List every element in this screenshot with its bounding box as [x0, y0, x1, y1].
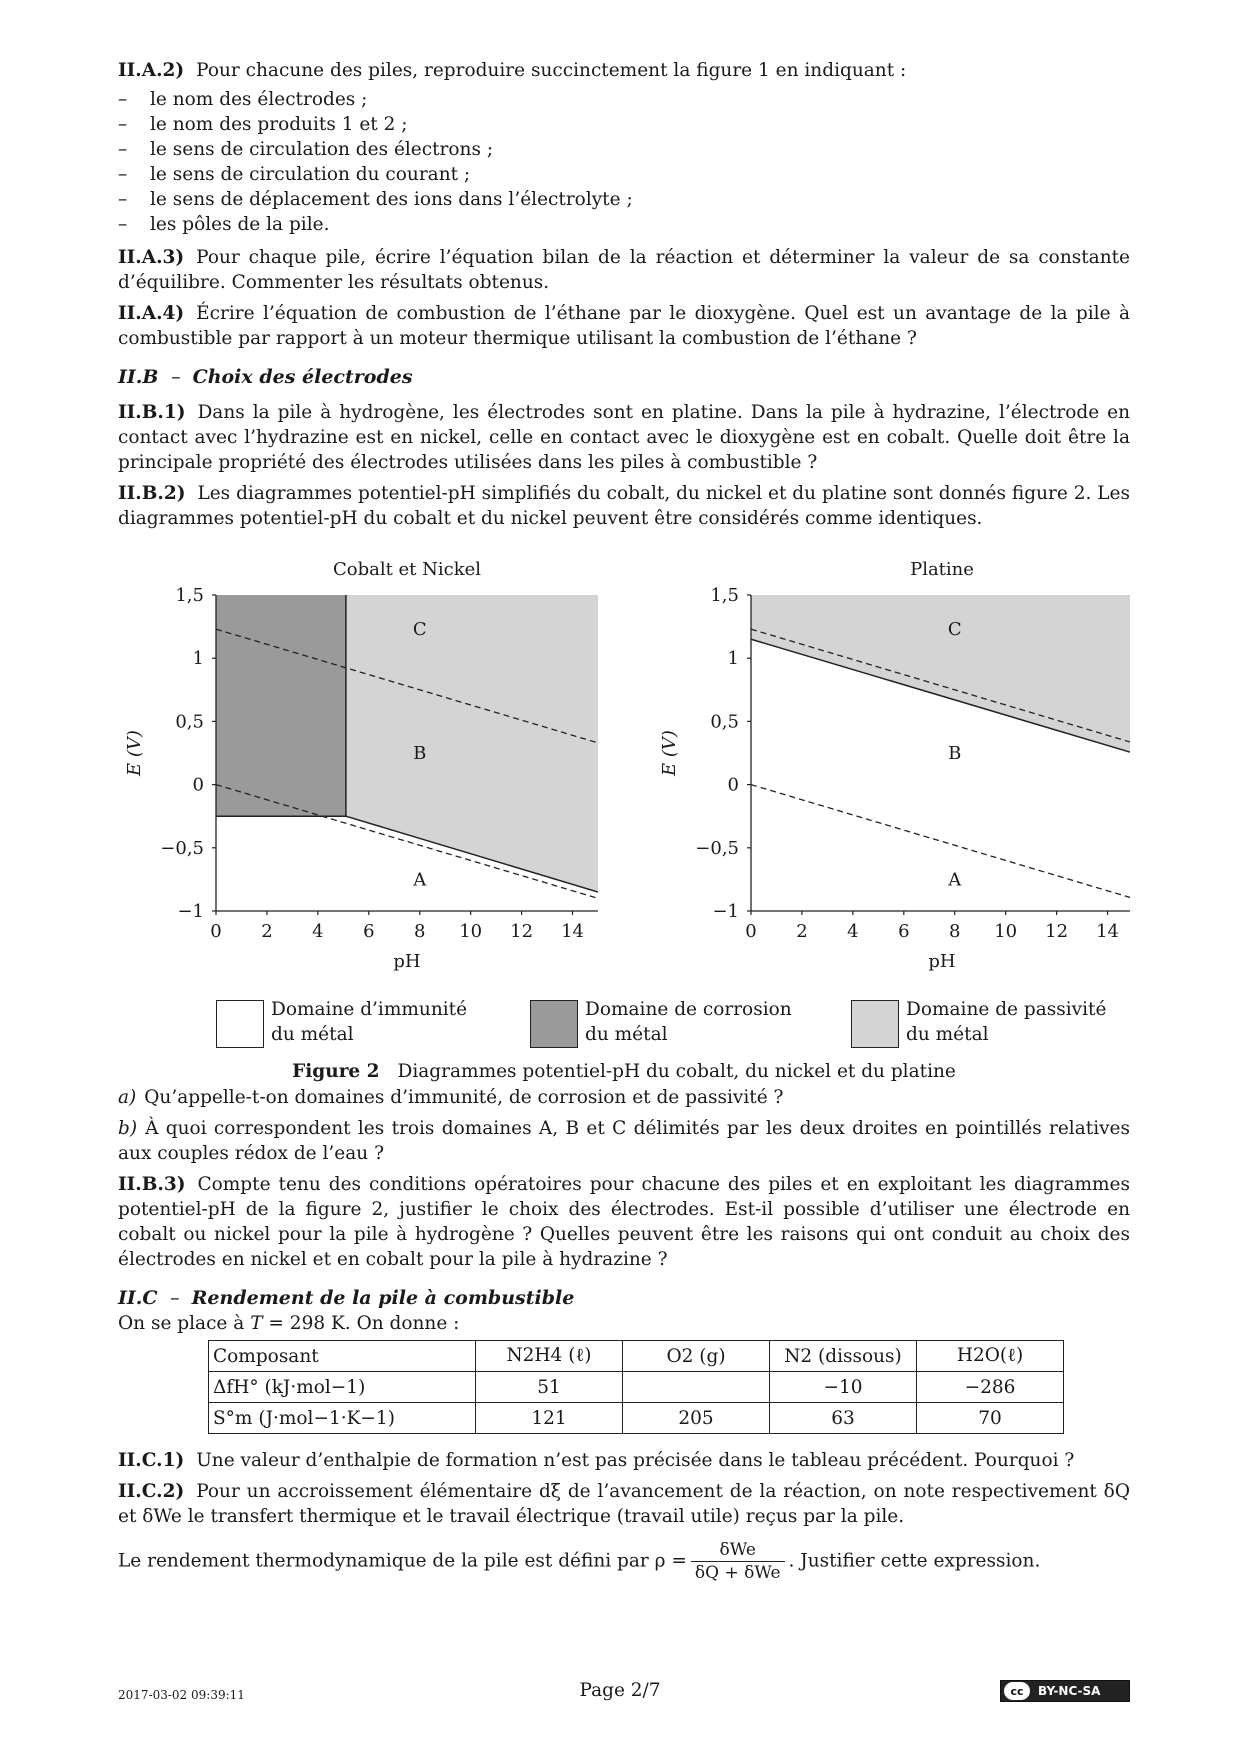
creative-commons-icon: cc	[1004, 1682, 1030, 1700]
efficiency-definition: Le rendement thermodynamique de la pile est défini par ρ = $\frac{\text{δWe}}{\text{δQ + δWe}}$ . Justifier cette expression.	[118, 1540, 1041, 1583]
table-header-cell: Composant	[209, 1341, 476, 1372]
y-axis-label: E (V)	[124, 730, 145, 776]
sub-question-b: b) À quoi correspondent les trois domaines A, B et C délimités par les deux droites en pointillés relatives aux couples rédox de l’eau ?	[118, 1118, 1130, 1164]
footer-timestamp: 2017-03-02 09:39:11	[118, 1688, 245, 1702]
figure-2	[118, 545, 1130, 1085]
x-axis-label: pH	[928, 951, 956, 972]
table-cell: −10	[770, 1372, 917, 1403]
region-label-A: A	[948, 869, 962, 891]
legend-swatch-corrosion	[530, 1000, 578, 1048]
x-tick-label: 0	[210, 921, 222, 942]
table-row-label: ΔfH° (kJ·mol−1)	[209, 1372, 476, 1403]
y-tick-label: −1	[177, 901, 204, 922]
question-II-B-2: II.B.2) Les diagrammes potentiel-pH simplifiés du cobalt, du nickel et du platine sont donnés figure 2. Les diagrammes potentiel-pH du cobalt et du nickel peuvent être considérés comme identiques.	[118, 483, 1130, 529]
figure-legend: Domaine d’immunité du métal Domaine de corrosion du métal Domaine de passivité du métal	[118, 997, 1130, 1057]
question-II-A-4: II.A.4) Écrire l’équation de combustion de l’éthane par le dioxygène. Quel est un avantage de la pile à combustible par rapport à un moteur thermique utilisant la combustion de l’éthane ?	[118, 303, 1130, 349]
list-item: – le sens de circulation du courant ;	[118, 162, 1130, 187]
question-II-A-3: II.A.3) Pour chaque pile, écrire l’équation bilan de la réaction et déterminer la valeur de sa constante d’équilibre. Commenter les résultats obtenus.	[118, 247, 1130, 293]
y-tick-label: 1,5	[710, 585, 739, 606]
question-II-C-2: II.C.2) Pour un accroissement élémentaire dξ de l’avancement de la réaction, on note respectivement δQ et δWe le transfert thermique et le travail électrique (travail utile) reçus par la pile.	[118, 1481, 1130, 1527]
y-tick-label: −0,5	[160, 837, 204, 859]
page-content	[118, 58, 1130, 1584]
x-tick-label: 4	[312, 921, 324, 942]
question-II-A-2: II.A.2) Pour chacune des piles, reproduire succinctement la figure 1 en indiquant :	[118, 60, 907, 81]
y-tick-label: −1	[712, 901, 739, 922]
page-number: Page 2/7	[579, 1680, 661, 1701]
table-cell: 121	[476, 1403, 623, 1434]
cc-license-badge	[1000, 1680, 1130, 1702]
corrosion-region	[216, 595, 346, 816]
y-tick-label: 0,5	[175, 711, 204, 733]
question-II-C-1: II.C.1) Une valeur d’enthalpie de formation n’est pas précisée dans le tableau précédent. Pourquoi ?	[118, 1450, 1075, 1471]
x-tick-label: 8	[414, 921, 426, 942]
question-II-B-3: II.B.3) Compte tenu des conditions opératoires pour chacune des piles et en exploitant les diagrammes potentiel-pH de la figure 2, justifier le choix des électrodes. Est-il possible d’utiliser une électrode en cobalt ou nickel pour la pile à hydrogène ? Quelles peuvent être les raisons qui ont conduit au choix des électrodes en nickel et en cobalt pour la pile à hydrazine ?	[118, 1174, 1130, 1270]
list-item: – le nom des produits 1 et 2 ;	[118, 112, 1130, 137]
section-title-II-C: II.C – Rendement de la pile à combustible	[118, 1287, 575, 1309]
chart-title: Platine	[910, 559, 974, 580]
table-cell: 51	[476, 1372, 623, 1403]
y-axis-label: E (V)	[659, 730, 680, 776]
region-label-A: A	[413, 869, 427, 891]
table-cell: −286	[917, 1372, 1064, 1403]
data-intro: On se place à T = 298 K. On donne :	[118, 1313, 460, 1334]
chart-title: Cobalt et Nickel	[332, 559, 482, 580]
question-II-B-1: II.B.1) Dans la pile à hydrogène, les électrodes sont en platine. Dans la pile à hydrazine, l’électrode en contact avec l’hydrazine est en nickel, celle en contact avec le dioxygène est en cobalt. Quelle doit être la principale propriété des électrodes utilisées dans les piles à combustible ?	[118, 402, 1130, 473]
list-item: – le sens de déplacement des ions dans l’électrolyte ;	[118, 187, 1130, 212]
table-header-row	[209, 1341, 1064, 1372]
list-item: – le sens de circulation des électrons ;	[118, 137, 1130, 162]
efficiency-fraction: $\frac{\text{δWe}}{\text{δQ + δWe}}$	[691, 1539, 785, 1584]
dash-list	[118, 87, 1130, 237]
x-tick-label: 6	[898, 921, 910, 942]
table-cell	[623, 1372, 770, 1403]
y-tick-label: 0	[727, 774, 739, 796]
x-tick-label: 0	[745, 921, 757, 942]
legend-swatch-immunity	[216, 1000, 264, 1048]
y-tick-label: 0,5	[710, 711, 739, 733]
table-header-cell: H2O(ℓ)	[917, 1341, 1064, 1372]
license-text: BY-NC-SA	[1038, 1684, 1101, 1698]
table-cell: 70	[917, 1403, 1064, 1434]
region-label-B: B	[948, 743, 962, 764]
x-tick-label: 14	[561, 921, 584, 942]
x-tick-label: 6	[363, 921, 375, 942]
y-tick-label: 1,5	[175, 585, 204, 606]
table-header-cell: N2 (dissous)	[770, 1341, 917, 1372]
table-row-label: S°m (J·mol−1·K−1)	[209, 1403, 476, 1434]
sub-question-a: a) Qu’appelle-t-on domaines d’immunité, de corrosion et de passivité ?	[118, 1087, 784, 1108]
list-item: – le nom des électrodes ;	[118, 87, 1130, 112]
table-row	[209, 1372, 1064, 1403]
x-axis-label: pH	[393, 951, 421, 972]
y-tick-label: 0	[192, 774, 204, 796]
x-tick-label: 8	[949, 921, 961, 942]
x-tick-label: 2	[796, 921, 808, 942]
thermo-data-table	[208, 1340, 1064, 1434]
region-label-B: B	[413, 743, 427, 764]
list-item: – les pôles de la pile.	[118, 212, 1130, 237]
x-tick-label: 12	[1045, 921, 1069, 942]
region-label-C: C	[947, 619, 962, 641]
table-header-cell: O2 (g)	[623, 1341, 770, 1372]
potential-ph-diagrams	[118, 545, 1130, 985]
x-tick-label: 10	[459, 921, 483, 942]
x-tick-label: 10	[994, 921, 1018, 942]
table-row	[209, 1403, 1064, 1434]
x-tick-label: 4	[847, 921, 859, 942]
region-label-C: C	[412, 619, 427, 641]
table-header-cell: N2H4 (ℓ)	[476, 1341, 623, 1372]
x-tick-label: 14	[1096, 921, 1119, 942]
y-tick-label: 1	[192, 648, 204, 670]
section-title-II-B: II.B – Choix des électrodes	[118, 366, 413, 388]
table-cell: 205	[623, 1403, 770, 1434]
x-tick-label: 2	[261, 921, 273, 942]
figure-caption: Figure 2 Diagrammes potentiel-pH du cobalt, du nickel et du platine	[292, 1061, 956, 1082]
x-tick-label: 12	[510, 921, 534, 942]
legend-swatch-passivity	[851, 1000, 899, 1048]
y-tick-label: −0,5	[695, 837, 739, 859]
y-tick-label: 1	[727, 648, 739, 670]
table-cell: 63	[770, 1403, 917, 1434]
